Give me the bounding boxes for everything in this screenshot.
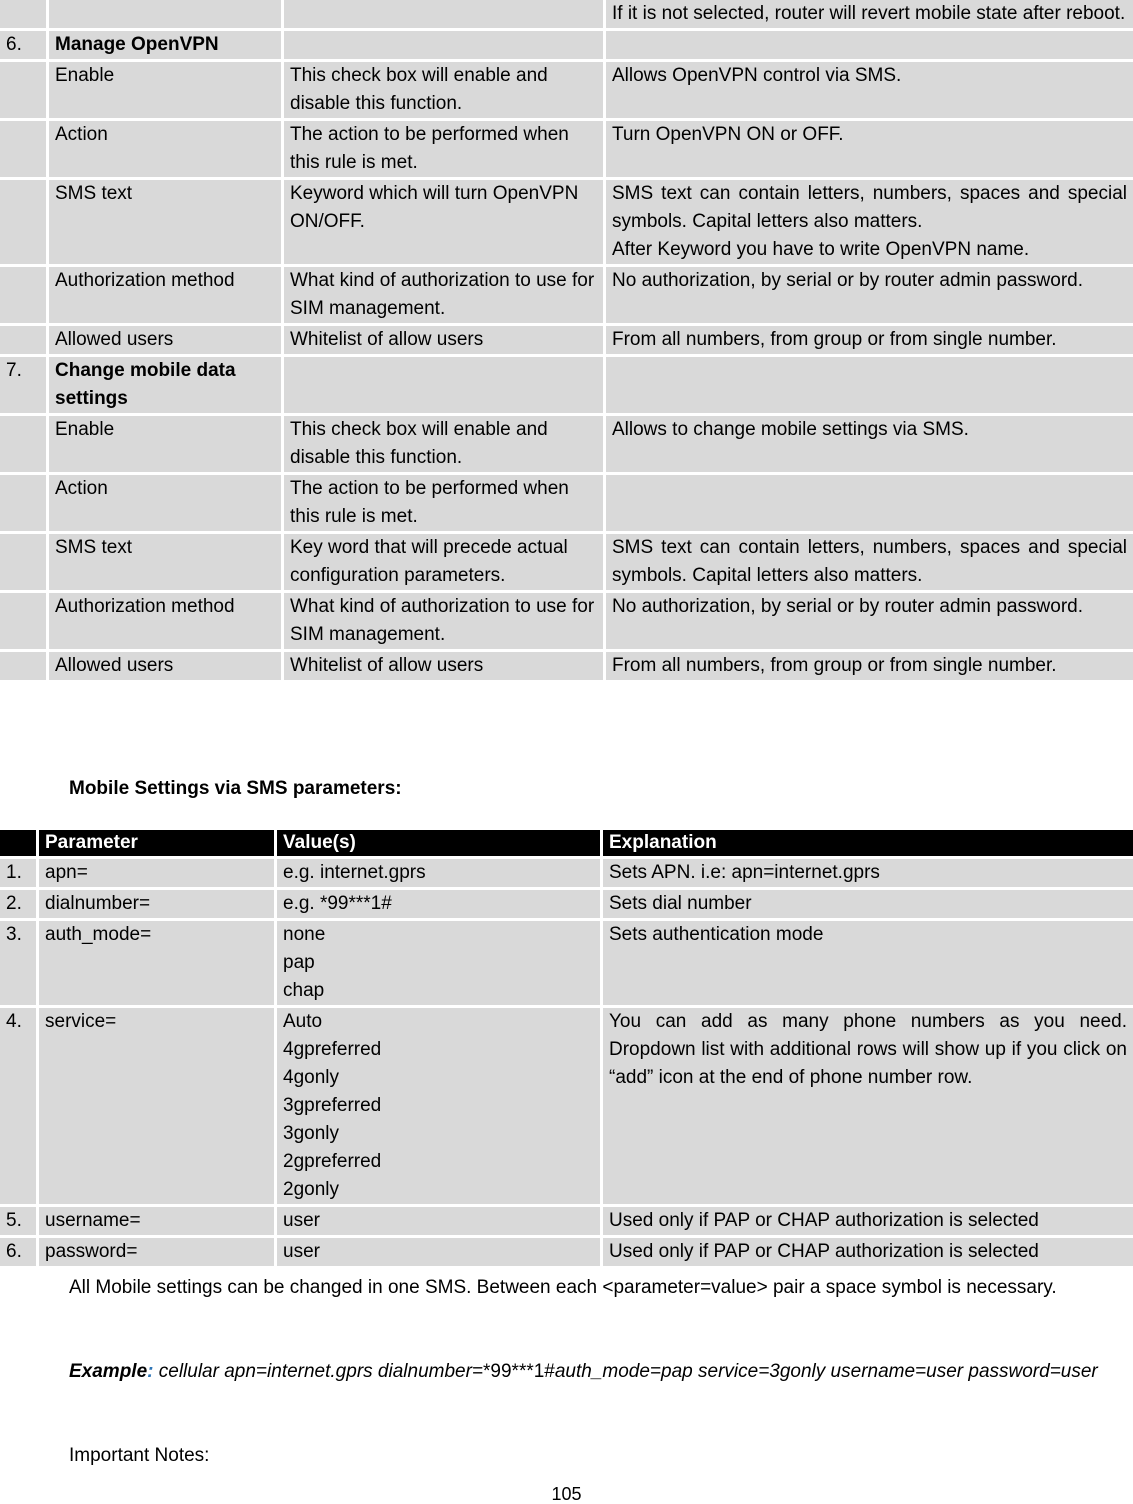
value-option: 2gonly [283,1179,339,1200]
cell-no [0,652,46,680]
cell-no [0,62,46,118]
table-row [0,62,1133,118]
value-option: user [283,1210,320,1231]
cell-no: 4. [0,1008,36,1204]
notes-line: From all numbers, from group or from single number. [612,655,1057,676]
cell-no [0,475,46,531]
notes-line [612,357,1127,385]
section-heading: Mobile Settings via SMS parameters: [69,778,402,799]
cell-no: 1. [0,859,36,887]
cell-notes [606,475,1133,531]
cell-notes [606,416,1133,472]
cell-parameter: auth_mode= [39,921,274,1005]
cell-values [277,1008,600,1204]
value-option: e.g. internet.gprs [283,862,426,883]
value-option: none [283,924,326,945]
cell-no: 6. [0,1238,36,1266]
cell-no: 2. [0,890,36,918]
cell-values [277,1207,600,1235]
notes-line: If it is not selected, router will revert mobile state after reboot. [612,3,1126,24]
notes-line [612,475,1127,503]
table-row [0,475,1133,531]
cell-explanation: Sets dial number [603,890,1133,918]
cell-description [284,357,603,413]
cell-no [0,593,46,649]
table-row [0,859,1133,887]
cell-parameter [49,0,281,28]
cell-notes [606,267,1133,323]
cell-parameter: Change mobile data settings [49,357,281,413]
table-row [0,1238,1133,1266]
notes-line: No authorization, by serial or by router admin password. [612,596,1084,617]
notes-line: No authorization, by serial or by router admin password. [612,270,1084,291]
notes-line: Turn OpenVPN ON or OFF. [612,124,844,145]
cell-parameter: Authorization method [49,267,281,323]
value-option: 2gpreferred [283,1151,382,1172]
cell-no [0,416,46,472]
notes-line: Allows to change mobile settings via SMS. [612,419,969,440]
table-row [0,0,1133,28]
cell-no: 7. [0,357,46,413]
value-option: chap [283,980,325,1001]
example-paragraph [10,1356,1131,1388]
notes-line: SMS text can contain letters, numbers, spaces and special symbols. Capital letters also matters. [612,183,1127,232]
value-option: 3gonly [283,1123,339,1144]
cell-explanation: You can add as many phone numbers as you need. Dropdown list with additional rows will show up if you click on “add” icon at the end of phone number row. [603,1008,1133,1204]
header-parameter: Parameter [39,830,274,856]
value-option: Auto [283,1011,323,1032]
cell-values [277,859,600,887]
cell-notes [606,326,1133,354]
table-row [0,921,1133,1005]
cell-parameter: Action [49,121,281,177]
cell-parameter: dialnumber= [39,890,274,918]
cell-notes [606,534,1133,590]
mobile-parameters-table [0,827,1133,1269]
cell-no [0,534,46,590]
cell-parameter: Enable [49,416,281,472]
cell-no [0,267,46,323]
value-option: 3gpreferred [283,1095,382,1116]
page-number: 105 [551,1484,582,1504]
notes-line [612,31,1127,59]
cell-parameter: password= [39,1238,274,1266]
cell-description: Keyword which will turn OpenVPN ON/OFF. [284,180,603,264]
cell-description [284,0,603,28]
value-option: e.g. *99***1# [283,893,392,914]
cell-explanation: Used only if PAP or CHAP authorization is selected [603,1207,1133,1235]
cell-notes [606,31,1133,59]
cell-no [0,0,46,28]
notes-line: After Keyword you have to write OpenVPN name. [612,239,1030,260]
table-row [0,31,1133,59]
header-no [0,830,36,856]
cell-description: Whitelist of allow users [284,326,603,354]
cell-notes [606,357,1133,413]
cell-description: What kind of authorization to use for SIM management. [284,267,603,323]
cell-notes [606,121,1133,177]
header-values: Value(s) [277,830,600,856]
table-row [0,121,1133,177]
cell-description: What kind of authorization to use for SIM management. [284,593,603,649]
table-row [0,357,1133,413]
table-row [0,416,1133,472]
table-row [0,180,1133,264]
cell-description: This check box will enable and disable this function. [284,62,603,118]
cell-no: 3. [0,921,36,1005]
table-row [0,1008,1133,1204]
example-label: Example [69,1361,148,1382]
cell-description: Key word that will precede actual configuration parameters. [284,534,603,590]
cell-values [277,921,600,1005]
paragraph-all-settings: All Mobile settings can be changed in one SMS. Between each <parameter=value> pair a space symbol is necessary. [69,1277,1057,1298]
cell-parameter: Allowed users [49,326,281,354]
notes-line: Allows OpenVPN control via SMS. [612,65,902,86]
cell-no [0,180,46,264]
notes-line: SMS text can contain letters, numbers, spaces and special symbols. Capital letters also matters. [612,537,1127,586]
value-option: user [283,1241,320,1262]
cell-parameter: Manage OpenVPN [49,31,281,59]
cell-explanation: Used only if PAP or CHAP authorization is selected [603,1238,1133,1266]
cell-description: Whitelist of allow users [284,652,603,680]
cell-values [277,890,600,918]
cell-no [0,326,46,354]
cell-parameter: apn= [39,859,274,887]
sms-rules-table [0,0,1133,683]
cell-parameter: Enable [49,62,281,118]
cell-no: 6. [0,31,46,59]
important-notes-heading: Important Notes: [69,1445,210,1466]
cell-parameter: service= [39,1008,274,1204]
cell-parameter: Authorization method [49,593,281,649]
cell-notes [606,180,1133,264]
cell-parameter: username= [39,1207,274,1235]
cell-parameter: SMS text [49,534,281,590]
cell-no [0,121,46,177]
table-row [0,267,1133,323]
cell-description [284,31,603,59]
table-row [0,890,1133,918]
cell-description: The action to be performed when this rule is met. [284,121,603,177]
notes-line: From all numbers, from group or from single number. [612,329,1057,350]
cell-parameter: Allowed users [49,652,281,680]
value-option: 4gonly [283,1067,339,1088]
cell-parameter: Action [49,475,281,531]
value-option: 4gpreferred [283,1039,382,1060]
cell-notes [606,652,1133,680]
cell-notes [606,0,1133,28]
table-header-row [0,830,1133,856]
table-row [0,534,1133,590]
table-row [0,593,1133,649]
example-colon: : [147,1361,154,1382]
cell-explanation: Sets authentication mode [603,921,1133,1005]
cell-no: 5. [0,1207,36,1235]
table-row [0,652,1133,680]
cell-explanation: Sets APN. i.e: apn=internet.gprs [603,859,1133,887]
cell-notes [606,62,1133,118]
header-explanation: Explanation [603,830,1133,856]
value-option: pap [283,952,315,973]
example-text-before: cellular apn=internet.gprs dialnumber= [153,1361,484,1382]
table-row [0,326,1133,354]
cell-description: This check box will enable and disable this function. [284,416,603,472]
cell-notes [606,593,1133,649]
cell-parameter: SMS text [49,180,281,264]
table-row [0,1207,1133,1235]
cell-values [277,1238,600,1266]
example-text-dialnumber: *99***1# [483,1361,555,1382]
cell-description: The action to be performed when this rule is met. [284,475,603,531]
example-text-after: auth_mode=pap service=3gonly username=user password=user [554,1361,1098,1382]
